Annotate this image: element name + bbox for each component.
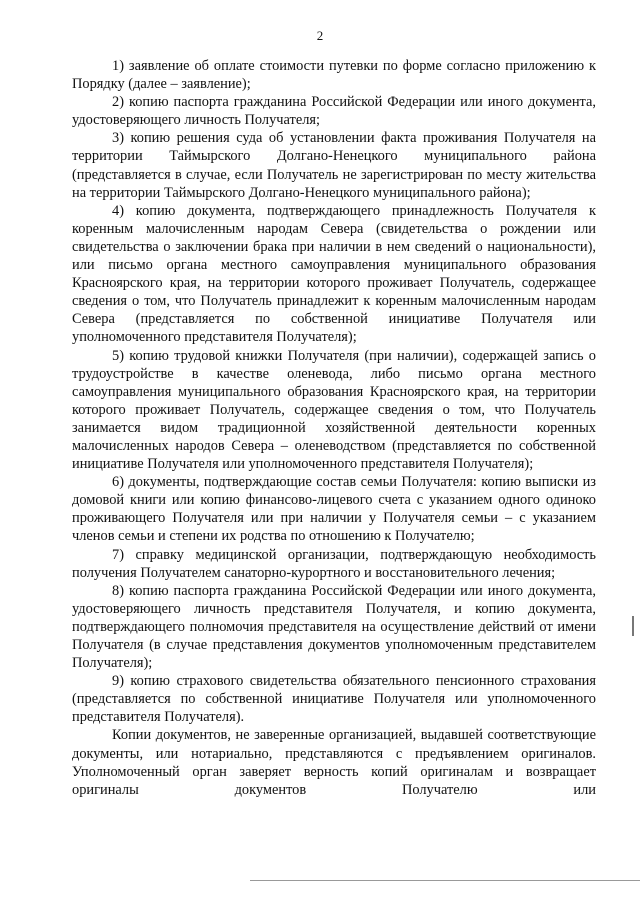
paragraph-item-2: 2) копию паспорта гражданина Российской Федерации или иного документа, удостоверяющего личность Получателя; — [72, 94, 596, 129]
paragraph-item-7: 7) справку медицинской организации, подтверждающую необходимость получения Получателем санаторно-курортного и восстановительного лечения; — [72, 546, 596, 581]
paragraph-item-4: 4) копию документа, подтверждающего принадлежность Получателя к коренным малочисленным народам Севера (свидетельства о рождении или свидетельства о заключении брака при наличии в нем сведений о национальности), или письмо органа местного самоуправления муниципального образования Красноярского края, на территории которого проживает Получатель, содержащее сведения о том, что Получатель принадлежит к коренным малочисленным народам Севера (представляется по собственной инициативе Получателя или уполномоченного представителя Получателя); — [72, 202, 596, 346]
paragraph-item-9: 9) копию страхового свидетельства обязательного пенсионного страхования (представляется по собственной инициативе Получателя или уполномоченного представителя Получателя). — [72, 673, 596, 726]
paragraph-item-3: 3) копию решения суда об установлении факта проживания Получателя на территории Таймырского Долгано-Ненецкого муниципального района (представляется в случае, если Получатель не зарегистрирован по месту жительства на территории Таймырского Долгано-Ненецкого муниципального района); — [72, 130, 596, 201]
paragraph-copies-note: Копии документов, не заверенные организацией, выдавшей соответствующие документы, или нотариально, представляются с предъявлением оригиналов. Уполномоченный орган заверяет верность копий оригиналам и возвращает оригиналы документов Получателю или — [72, 727, 596, 798]
paragraph-item-1: 1) заявление об оплате стоимости путевки по форме согласно приложению к Порядку (далее – заявление); — [72, 58, 596, 93]
paragraph-item-8: 8) копию паспорта гражданина Российской Федерации или иного документа, удостоверяющего личность представителя Получателя, и копию документа, подтверждающего полномочия представителя на осуществление действий от имени Получателя (в случае представления документов уполномоченным представителем Получателя); — [72, 582, 596, 672]
paragraph-item-6: 6) документы, подтверждающие состав семьи Получателя: копию выписки из домовой книги или копию финансово-лицевого счета с указанием одного одиноко проживающего Получателя или при наличии у Получателя семьи – с указанием членов семьи и степени их родства по отношению к Получателю; — [72, 474, 596, 545]
paragraph-item-5: 5) копию трудовой книжки Получателя (при наличии), содержащей запись о трудоустройстве в качестве оленевода, либо письмо органа местного самоуправления муниципального образования Красноярского края, на территории которого проживает Получатель, содержащее сведения о том, что Получатель занимается видом традиционной хозяйственной деятельности коренных малочисленных народов Севера – оленеводством (представляется по собственной инициативе Получателя или уполномоченного представителя Получателя); — [72, 347, 596, 473]
scan-edge-mark — [632, 616, 634, 636]
page-number: 2 — [316, 28, 324, 43]
scan-bottom-line — [250, 880, 640, 881]
document-body — [72, 57, 596, 799]
